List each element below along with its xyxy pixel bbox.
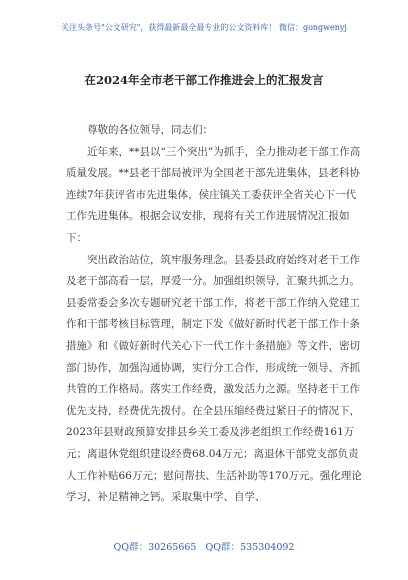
document-title: 在2024年全市老干部工作推进会上的汇报发言 xyxy=(84,73,324,87)
salutation: 尊敬的各位领导，同志们： xyxy=(87,124,213,136)
footer-qq-groups xyxy=(0,539,408,553)
footer-qq-number-2: 535304092 xyxy=(240,542,295,553)
footer-qq-label-1: QQ群： xyxy=(113,542,149,553)
header-promo-note: 关注头条号"公文研究"，获得最新最全最专业的公文资料库！ 微信：gongwenyj xyxy=(61,23,347,32)
body-paragraph-2: 突出政治站位，筑牢服务理念。县委县政府始终对老干工作及老干部高看一层，厚爱一分。加强组织领导，汇聚共抓之力。县委常委会多次专题研究老干部工作，将老干部工作纳入党建工作和干部考核目标管理，制定下发《做好新时代老干部工作十条措施》和《做好新时代关心下一代工作十条措施》等文件，密切部门协作，加强沟通协调，实行分工合作，形成统一领导、齐抓共管的工作格局。落实工作经费，激发活力之源。坚持老干工作优先支持，经费优先拨付。在全县压缩经费过紧日子的情况下，2023年县财政预算安排县乡关工委及涉老组织工作经费161万元；离退休党组织建设经费68.04万元；离退休干部党支部负责人工作补贴66万元；慰问帮扶、生活补助等170万元。强化理论学习，补足精神之钙。采取集中学、自学、 xyxy=(66,253,362,504)
footer-qq-number-1: 30265665 xyxy=(148,542,197,553)
document-body xyxy=(66,120,366,509)
footer-qq-label-2: QQ群： xyxy=(205,542,241,553)
body-paragraph-1: 近年来，**县以“三个突出”为抓手，全力推动老干部工作高质量发展。**县老干部局被评为全国老干部先进集体，县老科协连续7年获评省市先进集体，侯庄镇关工委获评全省关心下一代工作先进集体。根据会议安排，现将有关工作进展情况汇报如下： xyxy=(66,145,361,244)
